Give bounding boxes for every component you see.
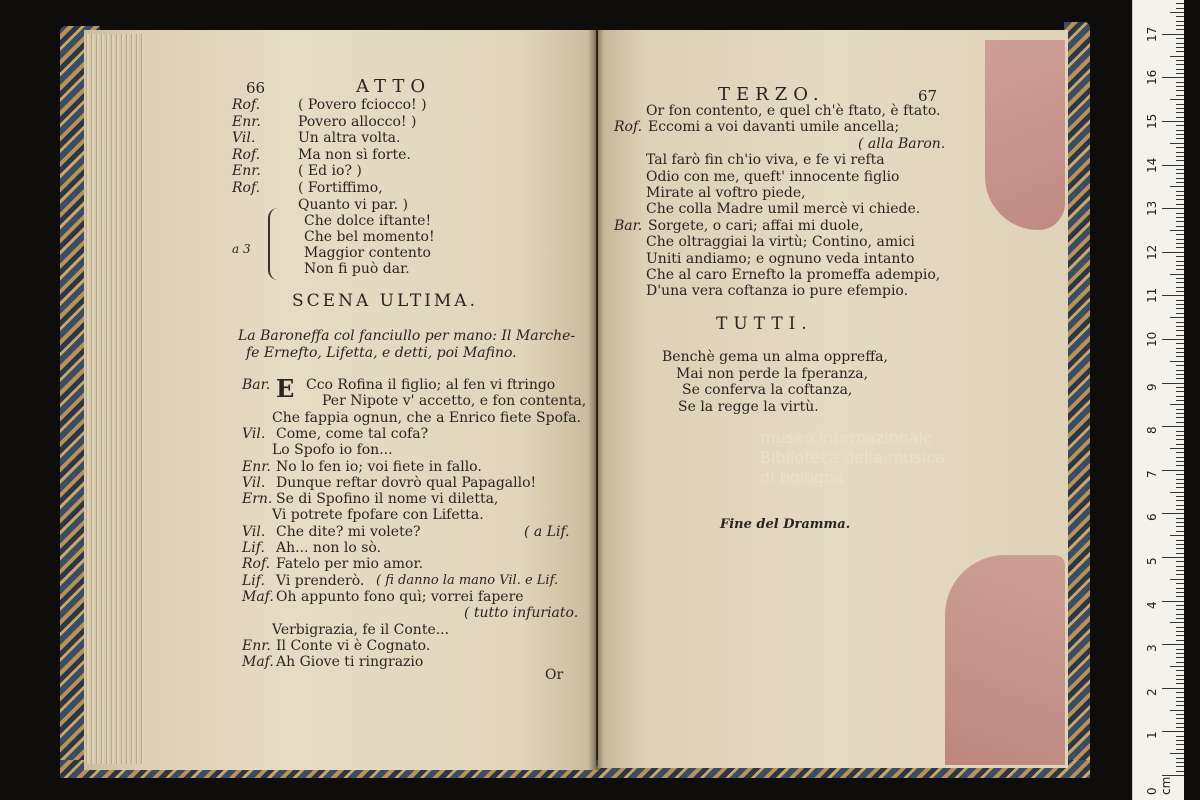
ruler-tick bbox=[1176, 374, 1184, 375]
trio-line: Non fi può dar. bbox=[304, 261, 410, 277]
ruler-tick bbox=[1176, 566, 1184, 567]
dialogue-line: Oh appunto fono quì; vorrei fapere bbox=[276, 588, 524, 605]
ruler-tick bbox=[1176, 588, 1184, 589]
speaker-label: Vil. bbox=[242, 523, 266, 540]
ruler-tick bbox=[1176, 204, 1184, 205]
dialogue-line: Se di Spofino il nome vi diletta, bbox=[276, 491, 499, 508]
speaker-label: Enr. bbox=[242, 637, 271, 654]
ruler-tick bbox=[1176, 138, 1184, 139]
ruler-tick bbox=[1170, 186, 1184, 187]
ruler-tick bbox=[1176, 749, 1184, 750]
ruler-tick bbox=[1176, 400, 1184, 401]
ruler-tick bbox=[1176, 762, 1184, 763]
tutti-line: Se conferva la coftanza, bbox=[682, 382, 853, 398]
ruler-tick bbox=[1176, 147, 1184, 148]
page-edges bbox=[84, 34, 144, 764]
ruler-tick bbox=[1176, 740, 1184, 741]
speaker-label: Ern. bbox=[242, 491, 273, 508]
ruler-tick bbox=[1176, 308, 1184, 309]
dialogue-line: Ma non sì forte. bbox=[298, 146, 411, 163]
speaker-label: Bar. bbox=[242, 377, 271, 393]
trio-line: Maggior contento bbox=[304, 245, 431, 261]
dialogue-line: Uniti andiamo; e ognuno veda intanto bbox=[646, 250, 915, 267]
ruler-tick bbox=[1176, 561, 1184, 562]
stage-aside: ( fi danno la mano Vil. e Lif. bbox=[376, 572, 559, 588]
book-gutter bbox=[588, 30, 604, 770]
ruler-tick bbox=[1176, 570, 1184, 571]
trio-brace bbox=[268, 208, 278, 280]
ruler-tick bbox=[1176, 439, 1184, 440]
catchword: Or bbox=[545, 667, 564, 683]
ruler-tick bbox=[1176, 396, 1184, 397]
ruler-tick bbox=[1176, 483, 1184, 484]
ruler-tick bbox=[1176, 444, 1184, 445]
ruler-tick bbox=[1176, 431, 1184, 432]
ruler-tick bbox=[1176, 322, 1184, 323]
paper-damage-top bbox=[985, 40, 1065, 230]
ruler-number: 1 bbox=[1145, 731, 1159, 740]
ruler-tick bbox=[1176, 413, 1184, 414]
ruler-tick bbox=[1176, 182, 1184, 183]
ruler-tick bbox=[1176, 313, 1184, 314]
ruler-tick bbox=[1170, 492, 1184, 493]
ruler-tick bbox=[1176, 378, 1184, 379]
ruler-tick bbox=[1170, 710, 1184, 711]
ruler-number: 17 bbox=[1145, 26, 1159, 42]
ruler-tick bbox=[1176, 697, 1184, 698]
dialogue-line: Quanto vi par. ) bbox=[298, 196, 409, 213]
ruler-tick bbox=[1176, 90, 1184, 91]
dialogue-line: Odio con me, queft' innocente figlio bbox=[646, 168, 900, 185]
ruler-tick bbox=[1176, 239, 1184, 240]
ruler-tick bbox=[1176, 531, 1184, 532]
ruler-tick bbox=[1170, 579, 1184, 580]
ruler-tick bbox=[1176, 718, 1184, 719]
ruler-number: 14 bbox=[1145, 157, 1159, 173]
ruler-number: 12 bbox=[1145, 244, 1159, 260]
ruler-tick bbox=[1162, 383, 1184, 384]
library-watermark bbox=[760, 428, 945, 488]
ruler-tick bbox=[1176, 130, 1184, 131]
ruler-tick bbox=[1176, 487, 1184, 488]
ruler-tick bbox=[1176, 134, 1184, 135]
speaker-label: Enr. bbox=[232, 163, 261, 180]
ruler-tick bbox=[1176, 544, 1184, 545]
ruler-tick bbox=[1176, 287, 1184, 288]
speaker-label: Rof. bbox=[232, 180, 261, 196]
ruler-number: 5 bbox=[1145, 557, 1159, 565]
tutti-line: Mai non perde la fperanza, bbox=[676, 365, 869, 382]
ruler-tick bbox=[1176, 256, 1184, 257]
stage-aside: ( a Lif. bbox=[524, 523, 570, 540]
ruler-tick bbox=[1176, 247, 1184, 248]
paper-damage-bottom bbox=[945, 555, 1065, 765]
ruler-tick bbox=[1170, 622, 1184, 623]
ruler-number: 13 bbox=[1145, 200, 1159, 217]
ruler-tick bbox=[1170, 230, 1184, 231]
ruler-tick bbox=[1176, 640, 1184, 641]
ruler-tick bbox=[1176, 217, 1184, 218]
ruler-tick bbox=[1176, 614, 1184, 615]
speaker-label: Rof. bbox=[242, 556, 271, 573]
speaker-label: Enr. bbox=[242, 458, 271, 475]
ruler-tick bbox=[1176, 261, 1184, 262]
ruler-tick bbox=[1176, 234, 1184, 235]
ruler-tick bbox=[1176, 574, 1184, 575]
dialogue-line: D'una vera coftanza io pure efempio. bbox=[646, 283, 909, 300]
ruler-tick bbox=[1170, 56, 1184, 57]
ruler-tick bbox=[1176, 304, 1184, 305]
ruler-tick bbox=[1176, 548, 1184, 549]
ruler-tick bbox=[1170, 12, 1184, 13]
dialogue-line: Come, come tal cofa? bbox=[276, 425, 429, 442]
dialogue-line: Cco Rofina il figlio; al fen vi ftringo bbox=[306, 377, 556, 393]
ruler-tick bbox=[1176, 653, 1184, 654]
ruler-tick bbox=[1170, 317, 1184, 318]
ruler-tick bbox=[1176, 25, 1184, 26]
dialogue-line: Tal farò fin ch'io viva, e fe vi refta bbox=[646, 152, 885, 169]
ruler-tick bbox=[1176, 29, 1184, 30]
ruler-number: 15 bbox=[1145, 113, 1159, 129]
right-page-number: 67 bbox=[918, 87, 938, 105]
speaker-label: Enr. bbox=[232, 113, 261, 130]
ruler-tick bbox=[1162, 165, 1184, 166]
dialogue-line: Vi prenderò. bbox=[276, 572, 365, 589]
ruler-tick bbox=[1162, 601, 1184, 602]
ruler-tick bbox=[1176, 518, 1184, 519]
end-text: Fine del Dramma. bbox=[720, 517, 851, 532]
ruler-tick bbox=[1176, 265, 1184, 266]
ruler-tick bbox=[1170, 448, 1184, 449]
ruler-tick bbox=[1176, 631, 1184, 632]
ruler-tick bbox=[1176, 330, 1184, 331]
watermark-line-3: di bologna bbox=[760, 468, 844, 487]
ruler-tick bbox=[1176, 701, 1184, 702]
speaker-label: Rof. bbox=[614, 119, 643, 136]
ruler-tick bbox=[1176, 69, 1184, 70]
ruler-tick bbox=[1162, 121, 1184, 122]
dialogue-line: Sorgete, o cari; affai mi duole, bbox=[648, 217, 864, 234]
ruler-tick bbox=[1176, 592, 1184, 593]
dialogue-line: Lo Spofo io fon... bbox=[272, 442, 393, 459]
ruler-tick bbox=[1162, 644, 1184, 645]
ruler-tick bbox=[1162, 208, 1184, 209]
ruler-tick bbox=[1176, 618, 1184, 619]
ruler-tick bbox=[1162, 339, 1184, 340]
watermark-line-2: Biblioteca della musica bbox=[760, 448, 945, 467]
dialogue-line: Che fappia ognun, che a Enrico fiete Spofa. bbox=[272, 409, 581, 426]
measurement-ruler bbox=[1132, 0, 1184, 800]
ruler-tick bbox=[1176, 38, 1184, 39]
ruler-tick bbox=[1176, 335, 1184, 336]
ruler-tick bbox=[1176, 526, 1184, 527]
tutti-title: TUTTI. bbox=[716, 314, 813, 334]
ruler-tick bbox=[1176, 744, 1184, 745]
ruler-tick bbox=[1176, 156, 1184, 157]
ruler-tick bbox=[1176, 73, 1184, 74]
ruler-tick bbox=[1176, 417, 1184, 418]
ruler-tick bbox=[1176, 365, 1184, 366]
ruler-tick bbox=[1162, 513, 1184, 514]
ruler-number: 4 bbox=[1145, 600, 1159, 609]
ruler-tick bbox=[1176, 670, 1184, 671]
dialogue-line: Che al caro Ernefto la promeffa adempio, bbox=[646, 267, 941, 283]
ruler-tick bbox=[1176, 553, 1184, 554]
speaker-label: Vil. bbox=[242, 425, 266, 442]
ruler-tick bbox=[1176, 43, 1184, 44]
ruler-tick bbox=[1176, 675, 1184, 676]
ruler-tick bbox=[1176, 178, 1184, 179]
stage-direction-line-2: fe Ernefto, Lifetta, e detti, poi Mafino. bbox=[246, 345, 517, 361]
ruler-tick bbox=[1176, 352, 1184, 353]
ruler-tick bbox=[1176, 213, 1184, 214]
ruler-tick bbox=[1176, 723, 1184, 724]
ruler-tick bbox=[1176, 169, 1184, 170]
ruler-tick bbox=[1176, 152, 1184, 153]
dialogue-line: Che colla Madre umil mercè vi chiede. bbox=[646, 201, 921, 218]
ruler-tick bbox=[1176, 705, 1184, 706]
ruler-tick bbox=[1176, 117, 1184, 118]
left-running-header: ATTO bbox=[356, 76, 432, 97]
ruler-tick bbox=[1170, 753, 1184, 754]
stage-aside: ( alla Baron. bbox=[858, 135, 946, 152]
ruler-tick bbox=[1176, 82, 1184, 83]
ruler-tick bbox=[1176, 500, 1184, 501]
ruler-tick bbox=[1176, 16, 1184, 17]
ruler-tick bbox=[1176, 195, 1184, 196]
ruler-tick bbox=[1176, 596, 1184, 597]
ruler-tick bbox=[1176, 540, 1184, 541]
watermark-line-1: museo internazionale bbox=[760, 428, 933, 447]
ruler-tick bbox=[1170, 535, 1184, 536]
speaker-label: Bar. bbox=[614, 217, 643, 234]
speaker-label: Lif. bbox=[242, 572, 265, 589]
ruler-tick bbox=[1176, 479, 1184, 480]
ruler-tick bbox=[1176, 21, 1184, 22]
ruler-tick bbox=[1176, 387, 1184, 388]
dialogue-line: Per Nipote v' accetto, e fon contenta, bbox=[322, 393, 587, 410]
ruler-tick bbox=[1176, 627, 1184, 628]
ruler-tick bbox=[1162, 252, 1184, 253]
ruler-tick bbox=[1176, 474, 1184, 475]
dialogue-line: ( Povero fciocco! ) bbox=[298, 97, 427, 113]
ruler-tick bbox=[1176, 649, 1184, 650]
ruler-number: 2 bbox=[1145, 688, 1159, 696]
ruler-tick bbox=[1176, 3, 1184, 4]
ruler-number: 11 bbox=[1145, 288, 1159, 304]
dialogue-line: Povero allocco! ) bbox=[298, 113, 417, 130]
ruler-tick bbox=[1162, 426, 1184, 427]
speaker-label: Lif. bbox=[242, 540, 265, 556]
ruler-tick bbox=[1176, 609, 1184, 610]
ruler-tick bbox=[1176, 191, 1184, 192]
ruler-tick bbox=[1176, 108, 1184, 109]
ruler-tick bbox=[1176, 766, 1184, 767]
ruler-tick bbox=[1176, 435, 1184, 436]
trio-line: Che bel momento! bbox=[304, 229, 435, 245]
ruler-tick bbox=[1170, 404, 1184, 405]
ruler-tick bbox=[1176, 51, 1184, 52]
ruler-tick bbox=[1176, 278, 1184, 279]
ruler-tick bbox=[1176, 635, 1184, 636]
ruler-number: 7 bbox=[1145, 470, 1159, 478]
ruler-number: 3 bbox=[1145, 644, 1159, 653]
dialogue-line: Verbigrazia, fe il Conte... bbox=[272, 621, 450, 638]
dialogue-line: Che dite? mi volete? bbox=[276, 523, 421, 540]
ruler-number: 8 bbox=[1145, 426, 1159, 435]
ruler-tick bbox=[1162, 557, 1184, 558]
ruler-tick bbox=[1170, 361, 1184, 362]
tutti-line: Benchè gema un alma oppreffa, bbox=[662, 349, 888, 365]
ruler-tick bbox=[1176, 683, 1184, 684]
ruler-tick bbox=[1176, 465, 1184, 466]
ruler-number: 10 bbox=[1145, 331, 1159, 347]
ruler-tick bbox=[1176, 356, 1184, 357]
ruler-tick bbox=[1176, 269, 1184, 270]
ruler-number: 9 bbox=[1145, 382, 1159, 391]
ruler-tick bbox=[1176, 391, 1184, 392]
ruler-tick bbox=[1176, 657, 1184, 658]
ruler-tick bbox=[1176, 370, 1184, 371]
stage-aside: ( tutto infuriato. bbox=[464, 605, 579, 622]
ruler-tick bbox=[1176, 509, 1184, 510]
dialogue-line: No lo fen io; voi fiete in fallo. bbox=[276, 458, 482, 475]
dialogue-line: Vi potrete fpofare con Lifetta. bbox=[272, 507, 484, 524]
ruler-tick bbox=[1176, 714, 1184, 715]
ruler-tick bbox=[1176, 95, 1184, 96]
speaker-label: Rof. bbox=[232, 146, 261, 163]
dialogue-line: Fatelo per mio amor. bbox=[276, 556, 424, 573]
speaker-label: Rof. bbox=[232, 97, 261, 113]
ruler-tick bbox=[1176, 505, 1184, 506]
drop-cap: E bbox=[276, 374, 295, 403]
ruler-tick bbox=[1176, 692, 1184, 693]
dialogue-line: Che oltraggiai la virtù; Contino, amici bbox=[646, 234, 915, 251]
scene-title: SCENA ULTIMA. bbox=[292, 291, 478, 311]
ruler-tick bbox=[1176, 758, 1184, 759]
trio-line: Che dolce iftante! bbox=[304, 213, 432, 229]
ruler-tick bbox=[1176, 60, 1184, 61]
ruler-tick bbox=[1170, 99, 1184, 100]
ruler-tick bbox=[1176, 291, 1184, 292]
stage-direction-line-1: La Baroneffa col fanciullo per mano: Il Marche- bbox=[238, 328, 576, 344]
ruler-tick bbox=[1176, 605, 1184, 606]
ruler-tick bbox=[1176, 461, 1184, 462]
ruler-tick bbox=[1176, 343, 1184, 344]
ruler-tick bbox=[1176, 348, 1184, 349]
ruler-tick bbox=[1170, 274, 1184, 275]
dialogue-line: Or fon contento, e quel ch'è ftato, è ftato. bbox=[646, 103, 941, 119]
ruler-tick bbox=[1176, 47, 1184, 48]
ruler-tick bbox=[1162, 688, 1184, 689]
ruler-tick bbox=[1176, 583, 1184, 584]
dialogue-line: Ah... non lo sò. bbox=[276, 540, 382, 556]
ruler-tick bbox=[1162, 34, 1184, 35]
ruler-tick bbox=[1176, 226, 1184, 227]
speaker-label: Vil. bbox=[232, 130, 256, 147]
ruler-tick bbox=[1176, 662, 1184, 663]
ruler-tick bbox=[1170, 143, 1184, 144]
ruler-tick bbox=[1176, 452, 1184, 453]
ruler-tick bbox=[1176, 125, 1184, 126]
ruler-tick bbox=[1176, 326, 1184, 327]
left-page-number: 66 bbox=[246, 79, 266, 97]
ruler-tick bbox=[1162, 731, 1184, 732]
ruler-tick bbox=[1176, 679, 1184, 680]
dialogue-line: Mirate al voftro piede, bbox=[646, 185, 806, 201]
dialogue-line: Un altra volta. bbox=[298, 130, 401, 147]
ruler-tick bbox=[1162, 77, 1184, 78]
ruler-tick bbox=[1176, 160, 1184, 161]
ruler-tick bbox=[1176, 522, 1184, 523]
ruler-tick bbox=[1176, 727, 1184, 728]
speaker-label: Maf. bbox=[242, 654, 274, 671]
dialogue-line: ( Ed io? ) bbox=[298, 163, 362, 180]
ruler-tick bbox=[1176, 199, 1184, 200]
ruler-number: 6 bbox=[1145, 513, 1159, 522]
ruler-tick bbox=[1176, 8, 1184, 9]
dialogue-line: Il Conte vi è Cognato. bbox=[276, 637, 431, 654]
ruler-tick bbox=[1176, 282, 1184, 283]
dialogue-line: ( Fortiffimo, bbox=[298, 180, 383, 196]
ruler-tick bbox=[1176, 496, 1184, 497]
ruler-tick bbox=[1176, 736, 1184, 737]
ruler-number: 16 bbox=[1145, 70, 1159, 86]
ruler-tick bbox=[1176, 422, 1184, 423]
speaker-label: Maf. bbox=[242, 588, 274, 605]
ruler-tick bbox=[1176, 173, 1184, 174]
ruler-tick bbox=[1176, 112, 1184, 113]
dialogue-line: Dunque reftar dovrò qual Papagallo! bbox=[276, 474, 537, 491]
speaker-label: Vil. bbox=[242, 474, 266, 491]
dialogue-line: Eccomi a voi davanti umile ancella; bbox=[648, 119, 900, 136]
ruler-tick bbox=[1176, 104, 1184, 105]
ruler-tick bbox=[1176, 771, 1184, 772]
right-running-header: TERZO. bbox=[718, 84, 825, 105]
ruler-tick bbox=[1176, 64, 1184, 65]
ruler-tick bbox=[1176, 86, 1184, 87]
trio-label: a 3 bbox=[232, 242, 251, 256]
ruler-number: 0 cm bbox=[1145, 776, 1173, 795]
dialogue-line: Ah Giove ti ringrazio bbox=[276, 654, 424, 671]
ruler-tick bbox=[1176, 409, 1184, 410]
ruler-tick bbox=[1162, 470, 1184, 471]
ruler-tick bbox=[1176, 221, 1184, 222]
ruler-tick bbox=[1162, 295, 1184, 296]
ruler-tick bbox=[1176, 457, 1184, 458]
ruler-tick bbox=[1170, 666, 1184, 667]
ruler-tick bbox=[1176, 300, 1184, 301]
ruler-tick bbox=[1176, 243, 1184, 244]
tutti-line: Se la regge la virtù. bbox=[678, 398, 819, 415]
